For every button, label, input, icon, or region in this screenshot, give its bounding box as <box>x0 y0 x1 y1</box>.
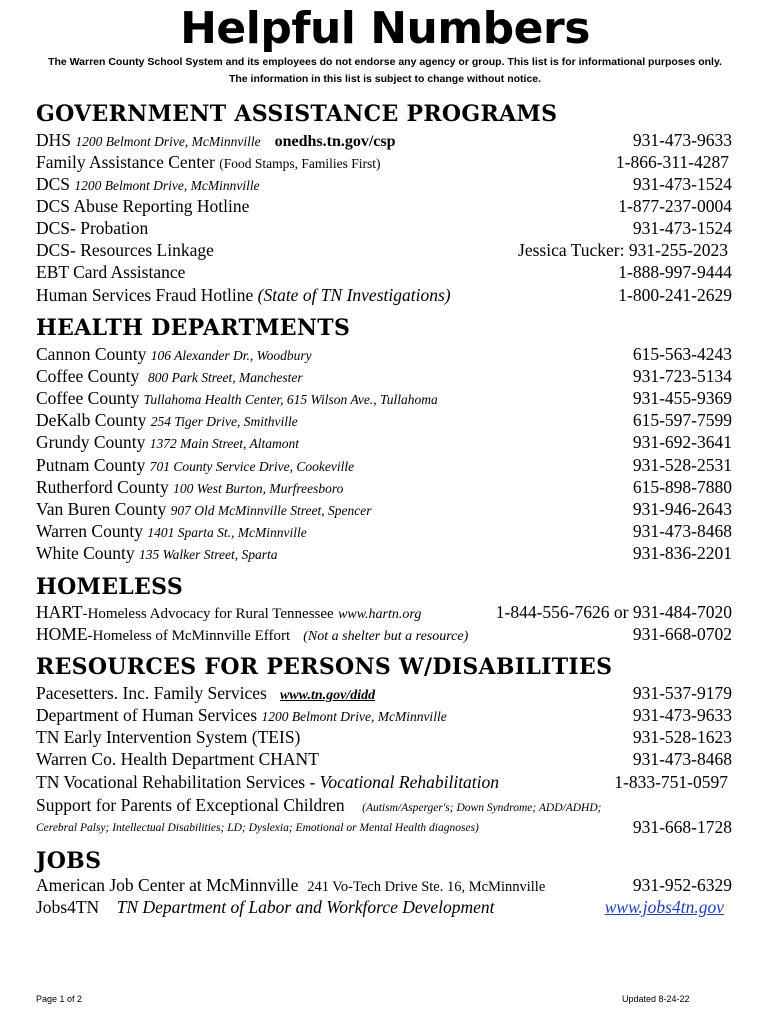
list-item <box>36 816 732 838</box>
list-item <box>36 217 732 239</box>
phone-number: 931-455-9369 <box>632 388 732 408</box>
list-item <box>36 387 732 409</box>
phone-number: 931-723-5134 <box>632 366 732 386</box>
entry-address: Tullahoma Health Center, 615 Wilson Ave., Tullahoma <box>143 392 438 407</box>
website-link[interactable]: onedhs.tn.gov/csp <box>274 133 396 150</box>
section-heading-health: HEALTH DEPARTMENTS <box>36 315 351 341</box>
list-item <box>36 239 732 261</box>
entry-name: Department of Human Services <box>36 705 258 725</box>
entry-name: White County <box>36 543 135 563</box>
list-item <box>36 726 732 748</box>
section-heading-homeless: HOMELESS <box>36 574 184 600</box>
entry-note-continued: Cerebral Palsy; Intellectual Disabilities; LD; Dyslexia; Emotional or Mental Health diagnoses) <box>36 822 479 834</box>
entry-name: Human Services Fraud Hotline <box>36 285 254 305</box>
entry-name: TN Early Intervention System (TEIS) <box>36 727 301 747</box>
list-item <box>36 261 732 283</box>
phone-number: 931-473-8468 <box>632 521 732 541</box>
list-item <box>36 601 732 623</box>
entry-address: 106 Alexander Dr., Woodbury <box>150 348 312 363</box>
phone-number: 1-877-237-0004 <box>618 196 732 216</box>
list-item <box>36 682 732 704</box>
phone-number: 931-473-1524 <box>632 174 732 194</box>
entry-name: American Job Center at McMinnville <box>36 875 299 895</box>
entry-name: Jobs4TN <box>36 897 100 917</box>
entry-address: 241 Vo-Tech Drive Ste. 16, McMinnville <box>307 879 546 895</box>
phone-number: 931-668-0702 <box>632 624 732 644</box>
phone-number: 931-952-6329 <box>632 875 732 895</box>
entry-address: 907 Old McMinnville Street, Spencer <box>170 503 372 518</box>
phone-number: 1-844-556-7626 or 931-484-7020 <box>495 602 732 622</box>
updated-date: Updated 8-24-22 <box>622 994 690 1004</box>
list-item <box>36 284 732 306</box>
entry-address: 1200 Belmont Drive, McMinnville <box>75 134 261 149</box>
entry-address: 1200 Belmont Drive, McMinnville <box>261 709 447 724</box>
list-item <box>36 498 732 520</box>
phone-number: 615-898-7880 <box>632 477 732 497</box>
entry-note: (Not a shelter but a resource) <box>303 629 469 644</box>
phone-number: 615-563-4243 <box>632 344 732 364</box>
page-number: Page 1 of 2 <box>36 994 83 1004</box>
list-item <box>36 896 732 918</box>
list-item <box>36 623 732 645</box>
disclaimer-line-2: The information in this list is subject to change without notice. <box>228 73 542 85</box>
entry-name: Grundy County <box>36 432 146 452</box>
phone-number: 931-473-8468 <box>632 749 732 769</box>
entry-address: 1401 Sparta St., McMinnville <box>147 525 307 540</box>
phone-number: 931-473-9633 <box>632 705 732 725</box>
list-item <box>36 874 732 896</box>
entry-name: DCS <box>36 174 71 194</box>
website-link[interactable]: www.jobs4tn.gov <box>604 897 724 917</box>
entry-name: DCS- Resources Linkage <box>36 240 214 260</box>
list-item <box>36 794 732 816</box>
list-item <box>36 520 732 542</box>
list-item <box>36 704 732 726</box>
list-item <box>36 195 732 217</box>
list-item <box>36 431 732 453</box>
phone-number: 615-597-7599 <box>632 410 732 430</box>
list-item <box>36 476 732 498</box>
phone-number: 1-800-241-2629 <box>618 285 732 305</box>
entry-name: Coffee County <box>36 388 140 408</box>
entry-name: DCS- Probation <box>36 218 149 238</box>
phone-number: 1-833-751-0597 <box>614 772 728 792</box>
entry-note: (Food Stamps, Families First) <box>219 156 381 171</box>
entry-name: Pacesetters. Inc. Family Services <box>36 683 267 703</box>
list-item <box>36 542 732 564</box>
entry-name: Cannon County <box>36 344 147 364</box>
entry-name: Van Buren County <box>36 499 167 519</box>
entry-name: TN Vocational Rehabilitation Services - <box>36 772 316 792</box>
entry-name: -Homeless Advocacy for Rural Tennessee <box>82 606 334 622</box>
phone-number: 1-866-311-4287 <box>615 152 729 172</box>
website-link[interactable]: www.tn.gov/didd <box>279 688 376 703</box>
entry-name: DeKalb County <box>36 410 147 430</box>
phone-number: 931-668-1728 <box>632 817 732 837</box>
entry-name: Support for Parents of Exceptional Children <box>36 795 345 815</box>
section-heading-disabilities: RESOURCES FOR PERSONS W/DISABILITIES <box>36 654 613 680</box>
phone-number: 931-473-9633 <box>632 130 732 150</box>
entry-note: (Autism/Asperger's; Down Syndrome; ADD/ADHD; <box>362 802 602 814</box>
entry-name: Warren Co. Health Department CHANT <box>36 749 319 769</box>
list-item <box>36 151 732 173</box>
phone-number: 931-528-2531 <box>632 455 732 475</box>
list-item <box>36 129 732 151</box>
entry-name: EBT Card Assistance <box>36 262 186 282</box>
entry-name: DCS Abuse Reporting Hotline <box>36 196 250 216</box>
entry-note: (State of TN Investigations) <box>257 285 451 305</box>
phone-number: 931-692-3641 <box>632 432 732 452</box>
phone-number: 931-528-1623 <box>632 727 732 747</box>
phone-number: 931-537-9179 <box>632 683 732 703</box>
entry-address: 1372 Main Street, Altamont <box>149 436 299 451</box>
section-heading-jobs: JOBS <box>36 848 102 874</box>
phone-number: 931-836-2201 <box>632 543 732 563</box>
entry-name: Rutherford County <box>36 477 169 497</box>
entry-note: Vocational Rehabilitation <box>319 772 500 792</box>
entry-address: 800 Park Street, Manchester <box>147 370 303 385</box>
entry-address: 135 Walker Street, Sparta <box>139 547 278 562</box>
disclaimer-line-1: The Warren County School System and its employees do not endorse any agency or group. This list is for informational purposes only. <box>48 56 722 68</box>
entry-name: Warren County <box>36 521 143 541</box>
entry-address: 254 Tiger Drive, Smithville <box>150 414 298 429</box>
entry-abbreviation: HOME <box>36 624 88 644</box>
phone-number: Jessica Tucker: 931-255-2023 <box>518 240 728 260</box>
section-heading-government: GOVERNMENT ASSISTANCE PROGRAMS <box>36 101 558 127</box>
entry-address: 1200 Belmont Drive, McMinnville <box>74 178 260 193</box>
phone-number: 1-888-997-9444 <box>618 262 732 282</box>
list-item <box>36 365 732 387</box>
list-item <box>36 771 732 793</box>
entry-address: 100 West Burton, Murfreesboro <box>173 481 344 496</box>
website-link[interactable]: www.hartn.org <box>338 607 422 622</box>
list-item <box>36 173 732 195</box>
phone-number: 931-946-2643 <box>632 499 732 519</box>
list-item <box>36 454 732 476</box>
phone-number: 931-473-1524 <box>632 218 732 238</box>
entry-name: Family Assistance Center <box>36 152 215 172</box>
entry-address: 701 County Service Drive, Cookeville <box>149 459 355 474</box>
entry-name: DHS <box>36 130 72 150</box>
entry-name: Putnam County <box>36 455 146 475</box>
list-item <box>36 409 732 431</box>
entry-abbreviation: HART <box>36 602 83 622</box>
entry-note: TN Department of Labor and Workforce Development <box>116 897 495 917</box>
list-item <box>36 343 732 365</box>
list-item <box>36 748 732 770</box>
page-title: Helpful Numbers <box>180 3 590 54</box>
entry-name: Coffee County <box>36 366 140 386</box>
entry-name: -Homeless of McMinnville Effort <box>87 628 291 644</box>
